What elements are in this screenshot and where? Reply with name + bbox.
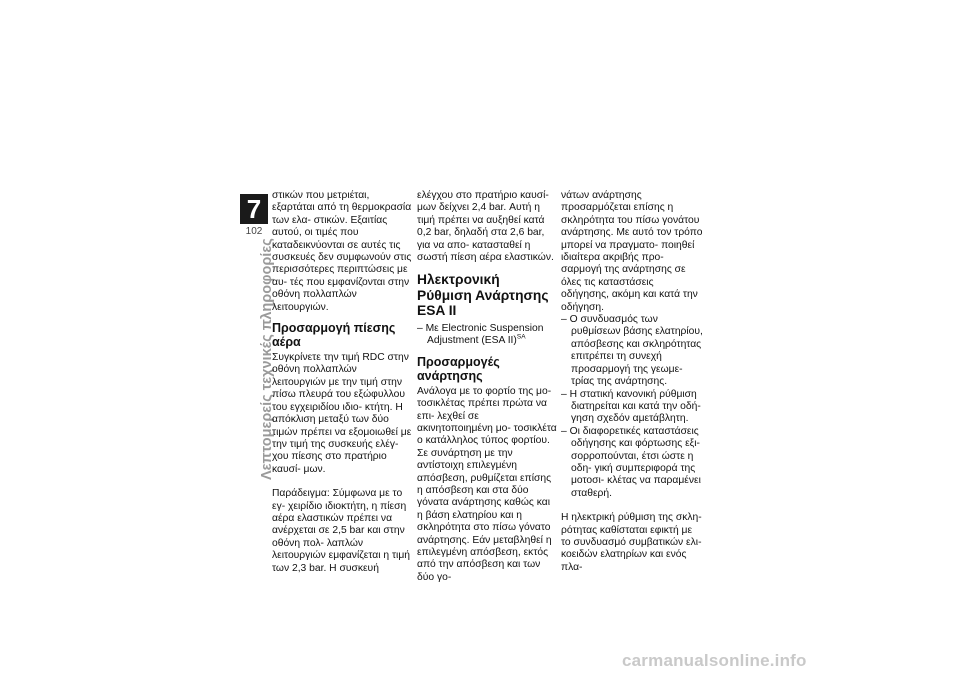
paragraph: ελέγχου στο πρατήριο καυσί- μων δείχνει 2,4 bar. Αυτή η τιμή πρέπει να αυξηθεί κατά 0,2 bar, δηλαδή στα 2,6 bar, για να απο- κατασταθεί η σωστή πίεση αέρα ελαστικών. [417, 190, 554, 264]
chapter-side-title: Λεπτομερείς τεχνικές πληροφορίες [259, 238, 275, 480]
text-column-1 [272, 190, 412, 575]
chapter-number-badge: 7 [240, 194, 268, 224]
equipment-note-text: – Με Electronic Suspension Adjustment (ESA II) [417, 322, 544, 347]
text-column-2 [417, 190, 557, 584]
watermark: carmanualsonline.info [622, 651, 807, 670]
page-number: 102 [245, 226, 263, 237]
paragraph-example: Παράδειγμα: Σύμφωνα με το εγ- χειρίδιο ιδιοκτήτη, η πίεση αέρα ελαστικών πρέπει να ανέρχεται σε 2,5 bar και στην οθόνη πολ- λαπλών λειτουργιών εμφανίζεται η τιμή των 2,3 bar. Η συσκευή [272, 488, 410, 574]
section-heading-tire-pressure: Προσαρμογή πίεσης αέρα [272, 321, 396, 350]
list-item: – Οι διαφορετικές καταστάσεις οδήγησης και φόρτωσης εξι- σορροπούνται, έτσι ώστε η οδη- γική συμπεριφορά της μοτοσι- κλέτας να παραμένει σταθερή. [561, 425, 701, 499]
paragraph: νάτων ανάρτησης προσαρμόζεται επίσης η σκληρότητα του πίσω γονάτου ανάρτησης. Με αυτό τον τρόπο μπορεί να πραγματο- ποιηθεί ιδιαίτερα ακριβής προ- σαρμογή της ανάρτησης σε όλες τις καταστάσεις οδήγησης, ακόμη και κατά την οδήγηση. [561, 190, 703, 313]
special-accessory-mark: SA [516, 333, 526, 341]
equipment-note [417, 323, 557, 348]
paragraph: Ανάλογα με το φορτίο της μο- τοσικλέτας πρέπει πρώτα να επι- λεχθεί σε ακινητοποιημένη μο- τοσικλέτα ο κατάλληλος τύπος φορτίου. Σε συνάρτηση με την αντίστοιχη επιλεγμένη απόσβεση, ρυθμίζεται επίσης η απόσβεση και στα δύο γόνατα ανάρτησης καθώς και η βάση ελατηρίου και η σκληρότητα στο πίσω γόνατο ανάρτησης. Εάν μεταβληθεί η επιλεγμένη απόσβεση, εκτός από την απόσβεση και των δύο γο- [417, 385, 557, 583]
section-heading-suspension: Προσαρμογές ανάρτησης [417, 354, 500, 383]
paragraph: Η ηλεκτρική ρύθμιση της σκλη- ρότητας καθίσταται εφικτή με το συνδυασμό συμβατικών ελι- κοειδών ελατηρίων και ενός πλα- [561, 512, 702, 573]
paragraph: στικών που μετριέται, εξαρτάται από τη θερμοκρασία των ελα- στικών. Εξαιτίας αυτού, οι τιμές που καταδεικνύονται σε αυτές τις συσκευές δεν συμφωνούν στις περισσότερες περιπτώσεις με αυ- τές που εμφανίζονται στην οθόνη πολλαπλών λειτουργιών. [272, 190, 412, 313]
text-column-3 [561, 190, 703, 574]
list-item: – Ο συνδυασμός των ρυθμίσεων βάσης ελατηρίου, απόσβεσης και σκληρότητας επιτρέπει τη συνεχή προσαρμογή της γεωμε- τρίας της ανάρτησης. [561, 314, 703, 388]
list-item: – Η στατική κανονική ρύθμιση διατηρείται και κατά την οδή- γηση σχεδόν αμετάβλητη. [561, 388, 701, 425]
paragraph: Συγκρίνετε την τιμή RDC στην οθόνη πολλαπλών λειτουργιών με την τιμή στην πίσω πλευρά του εξώφυλλου του εγχειριδίου ιδιο- κτήτη. Η απόκλιση μεταξύ των δύο τιμών πρέπει να εξομοιωθεί με την τιμή της συσκευής ελέγ- χου πίεσης στο πρατήριο καυσί- μων. [272, 352, 412, 475]
section-heading-esa: Ηλεκτρονική Ρύθμιση Ανάρτησης ESA II [417, 272, 549, 319]
